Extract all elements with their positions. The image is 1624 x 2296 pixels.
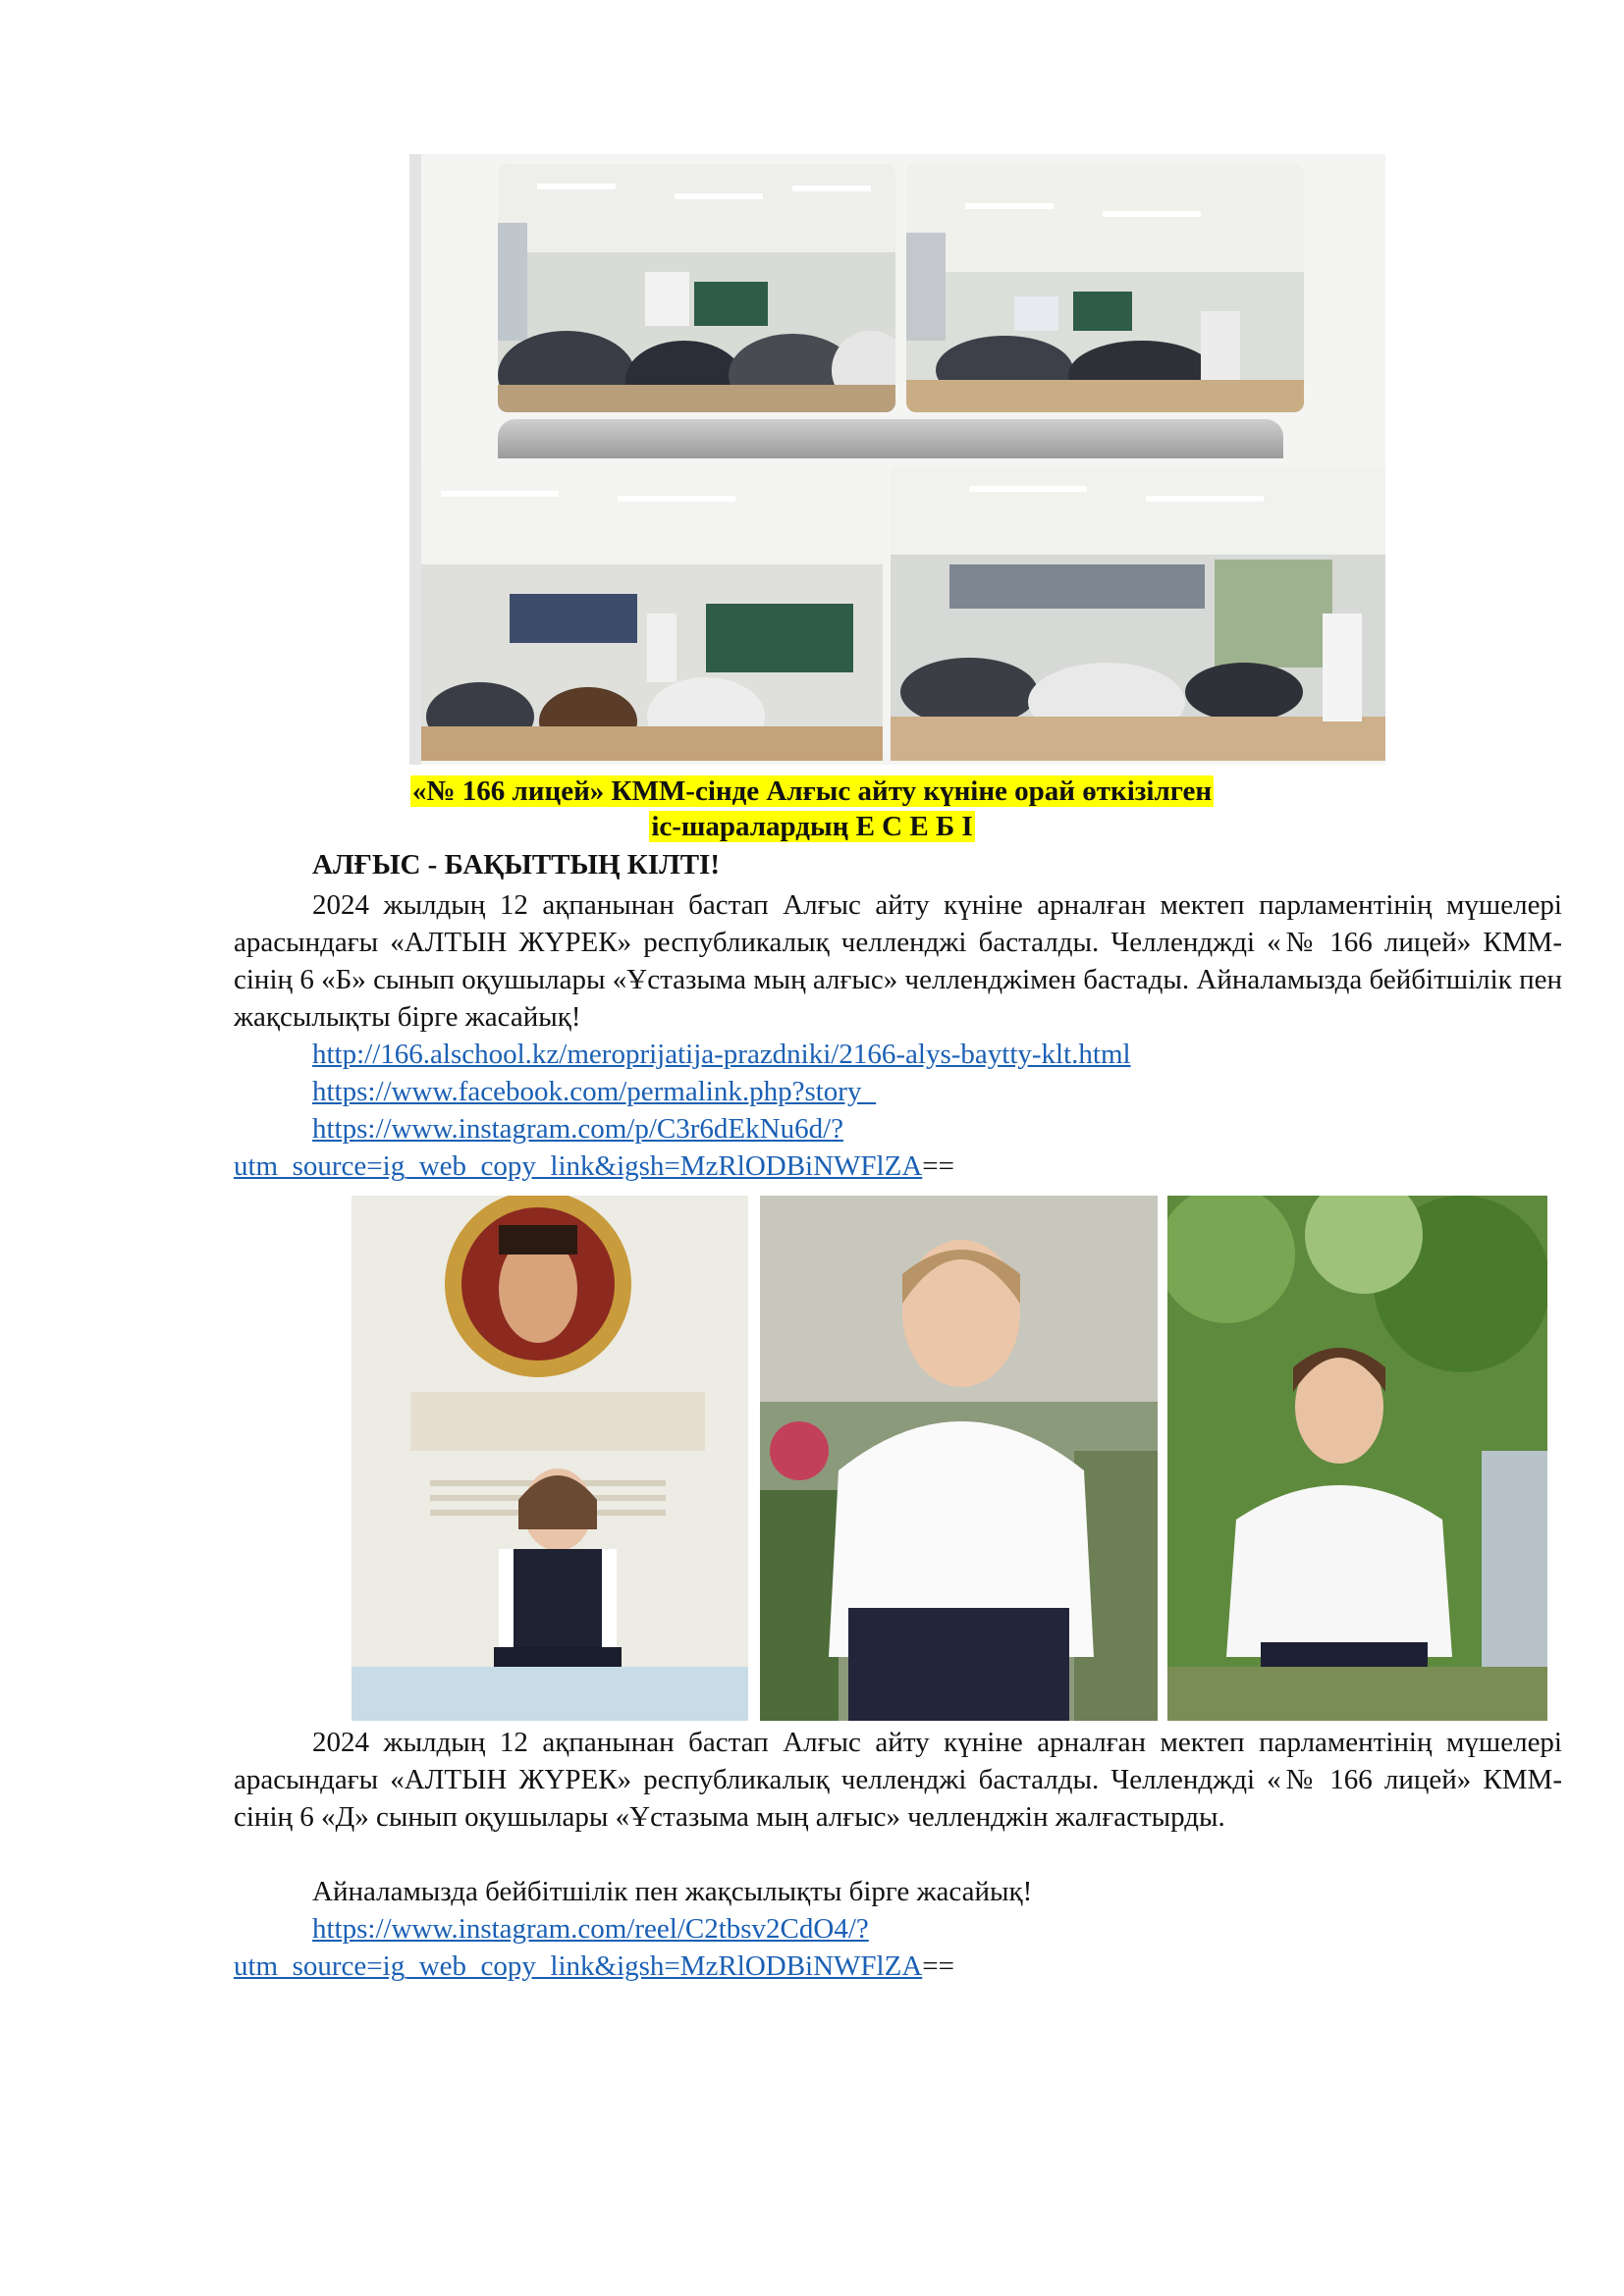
student-photo-garden [760,1196,1158,1721]
instagram-reel-link-part2[interactable]: utm_source=ig_web_copy_link&igsh=MzRlODBiNWFlZA [234,1950,923,1982]
link-row-3 [312,1110,843,1148]
reel-link-row-1 [312,1910,869,1948]
instagram-post-link-part1[interactable]: https://www.instagram.com/p/C3r6dEkNu6d/? [312,1113,844,1145]
classroom-photo-3 [421,466,883,761]
collage-divider-bar [498,419,1283,458]
instagram-reel-link-suffix: == [922,1950,954,1982]
link-row-4 [234,1148,954,1185]
report-title-line-2 [0,810,1624,843]
student-photo-abai-portrait [352,1196,748,1721]
reel-link-row-2 [234,1948,954,1985]
facebook-link[interactable]: https://www.facebook.com/permalink.php?story_ [312,1076,876,1107]
section2-closing-text: Айналамызда бейбітшілік пен жақсылықты бірге жасайық! [312,1876,1033,1907]
instagram-post-link-part2[interactable]: utm_source=ig_web_copy_link&igsh=MzRlODBiNWFlZA [234,1150,923,1182]
title-highlight-1: «№ 166 лицей» КММ-сінде Алғыс айту күніне орай өткізілген [411,775,1213,807]
title-highlight-2: іс-шаралардың Е С Е Б І [651,811,973,842]
instagram-reel-link-part1[interactable]: https://www.instagram.com/reel/C2tbsv2CdO4/? [312,1913,869,1945]
student-photo-trees [1167,1196,1547,1721]
instagram-post-link-suffix: == [922,1150,954,1182]
classroom-photo-2 [906,164,1304,412]
alschool-link[interactable]: http://166.alschool.kz/meroprijatija-prazdniki/2166-alys-baytty-klt.html [312,1039,1131,1070]
link-row-2 [312,1073,876,1110]
link-row-1 [312,1036,1131,1073]
section-heading: АЛҒЫС - БАҚЫТТЫҢ КІЛТІ! [312,849,720,881]
classroom-photo-collage [409,154,1385,765]
classroom-photo-4 [891,466,1385,761]
section1-text: 2024 жылдың 12 ақпанынан бастап Алғыс айту күніне арналған мектеп парламентінің мүшелері арасындағы «АЛТЫН ЖҮРЕК» республикалық челленджі басталды. Челленджді «№ 166 лицей» КММ-сінің 6 «Б» сынып оқушылары «Ұстазыма мың алғыс» челленджімен бастады. Айналамызда бейбітшілік пен жақсылықты бірге жасайық! [234,889,1562,1033]
section2-closing-row [312,1873,1032,1910]
section1-paragraph [234,886,1562,1036]
classroom-photo-1 [498,164,895,412]
section2-text: 2024 жылдың 12 ақпанынан бастап Алғыс айту күніне арналған мектеп парламентінің мүшелері арасындағы «АЛТЫН ЖҮРЕК» республикалық челленджі басталды. Челленджді «№ 166 лицей» КММ-сінің 6 «Д» сынып оқушылары «Ұстазыма мың алғыс» челленджін жалғастырды. [234,1727,1562,1833]
report-title-line-1 [0,774,1624,808]
section2-paragraph [234,1724,1562,1836]
